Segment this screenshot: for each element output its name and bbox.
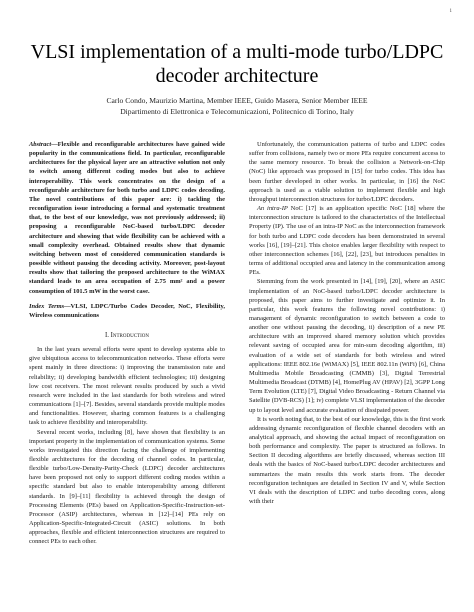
author-names: Carlo Condo, Maurizio Martina, Member IEEE, Guido Masera, Senior Member IEEE (106, 96, 368, 105)
abstract (29, 140, 225, 296)
index-terms (29, 302, 225, 320)
intro-paragraph: Several recent works, including [8], have shown that flexibility is an important property in the implementation of communication systems. Some works investigated this direction facing the challenge of implementing flexible architectures for the decoding of channel codes. In particular, flexible turbo/Low-Density-Parity-Check (LDPC) decoder architectures have been proposed not only to support different coding modes within a specific standard but also to enable interoperability among different standards. In [9]–[11] flexibility is achieved through the design of Processing Elements (PEs) based on Application-Specific-Instruction-set-Processor (ASIP) architectures, whereas in [12]–[14] PEs rely on Application-Specific-Integrated-Circuit (ASIC) solutions. In both approaches, flexible and efficient interconnection structures are required to connect PEs to each other. (29, 428, 225, 546)
index-terms-lead: Index Terms (29, 302, 65, 310)
author-affiliation: Dipartimento di Elettronica e Telecomunicazioni, Politecnico di Torino, Italy (120, 106, 354, 116)
intro-paragraph: In the last years several efforts were spent to develop systems able to give ubiquitous access to telecommunication networks. These efforts were spent mainly in three directions: i) improving the transmission rate and reliability; ii) developing bandwidth efficient technologies; iii) designing low cost receivers. The most relevant results produced by such a vivid research were included in the last standards for both wireless and wired communications [1]–[7]. Besides, several standards provide multiple modes and functionalities. However, sharing common features is a challenging task to achieve flexibility and interoperability. (29, 346, 225, 427)
page-number: 1 (449, 9, 452, 14)
paragraph-lead: An intra-IP (257, 205, 288, 213)
body-paragraph: An intra-IP NoC [17] is an application specific NoC [18] where the interconnection structure is tailored to the characteristics of the Intellectual Property (IP). The use of an intra-IP NoC as the interconnection framework for both turbo and LDPC code decoders has been demonstrated in several works [16], [19]–[21]. This choice enables larger flexibility with respect to other interconnection schemes [16], [22], [23], but introduces penalties in terms of additional occupied area and latency in the communication among PEs. (249, 205, 445, 277)
abstract-text: —Flexible and reconfigurable architectures have gained wide popularity in the communications field. In particular, reconfigurable architectures for the physical layer are an attractive solution not only to switch among different coding modes but also to achieve interoperability. This work concentrates on the design of a reconfigurable architecture for both turbo and LDPC codes decoding. The novel contributions of this paper are: i) tackling the reconfiguration issue introducing a formal and systematic treatment that, to the best of our knowledge, was not previously addressed; ii) proposing a reconfigurable NoC-based turbo/LDPC decoder architecture and showing that wide flexibility can be achieved with a small complexity overhead. Obtained results show that dynamic switching between most of considered communication standards is possible without pausing the decoding activity. Moreover, post-layout results show that tailoring the proposed architecture to the WiMAX standard leads to an area occupation of 2.75 mm² and a power consumption of 101.5 mW in the worst case. (29, 141, 225, 295)
body-paragraph: It is worth noting that, to the best of our knowledge, this is the first work addressing dynamic reconfiguration of flexible channel decoders with an analytical approach, and showing the actual impact of reconfiguration on both performance and complexity. The paper is structured as follows. In Section II decoding algorithms are briefly discussed, whereas section III deals with the basics of NoC-based turbo/LDPC decoder architectures and summarizes the main results this work starts from. The decoder reconfiguration techniques are detailed in Section IV and V, while Section VI deals with the description of LDPC and turbo decoding cores, along with their (249, 415, 445, 506)
right-column (249, 140, 445, 506)
paper-title: VLSI implementation of a multi-mode turbo/LDPC decoder architecture (30, 41, 444, 87)
body-paragraph: Unfortunately, the communication patterns of turbo and LDPC codes suffer from collisions, namely two or more PEs require concurrent access to the same memory resource. To break the collision a Network-on-Chip (NoC) like approach was proposed in [15] for turbo codes. This idea has been further developed in other works. In particular, in [16] the NoC approach is used as a viable solution to implement flexible and high throughput interconnection structures for turbo/LDPC decoders. (249, 141, 445, 203)
abstract-lead: Abstract (29, 141, 52, 148)
index-terms-text: —VLSI, LDPC/Turbo Codes Decoder, NoC, Flexibility, Wireless communications (29, 302, 225, 319)
author-block (20, 96, 454, 117)
body-paragraph: Stemming from the work presented in [14], [19], [20], where an ASIC implementation of an NoC-based turbo/LDPC decoder architecture is proposed, this paper aims to further investigate and optimize it. In particular, this work features the following novel contributions: i) management of dynamic reconfiguration to switch between a code to another one without pausing the decoding, ii) description of a new PE architecture with an improved shared memory solution which provides relevant saving of occupied area for min-sum decoding algorithm, iii) evaluation of a wide set of standards for both wireless and wired applications: IEEE 802.16e (WiMAX) [5], IEEE 802.11n (WiFi) [6], China Multimedia Mobile Broadcasting (CMMB) [3], Digital Terrestrial Multimedia Broadcast (DTMB) [4], HomePlug AV (HPAV) [2], 3GPP Long Term Evolution (LTE) [7], Digital Video Broadcasting - Return Channel via Satellite (DVB-RCS) [1]; iv) complete VLSI implementation of the decoder up to layout level and accurate evaluation of dissipated power. (249, 278, 446, 414)
left-column (29, 140, 225, 547)
section-heading: I. Introduction (104, 331, 150, 339)
